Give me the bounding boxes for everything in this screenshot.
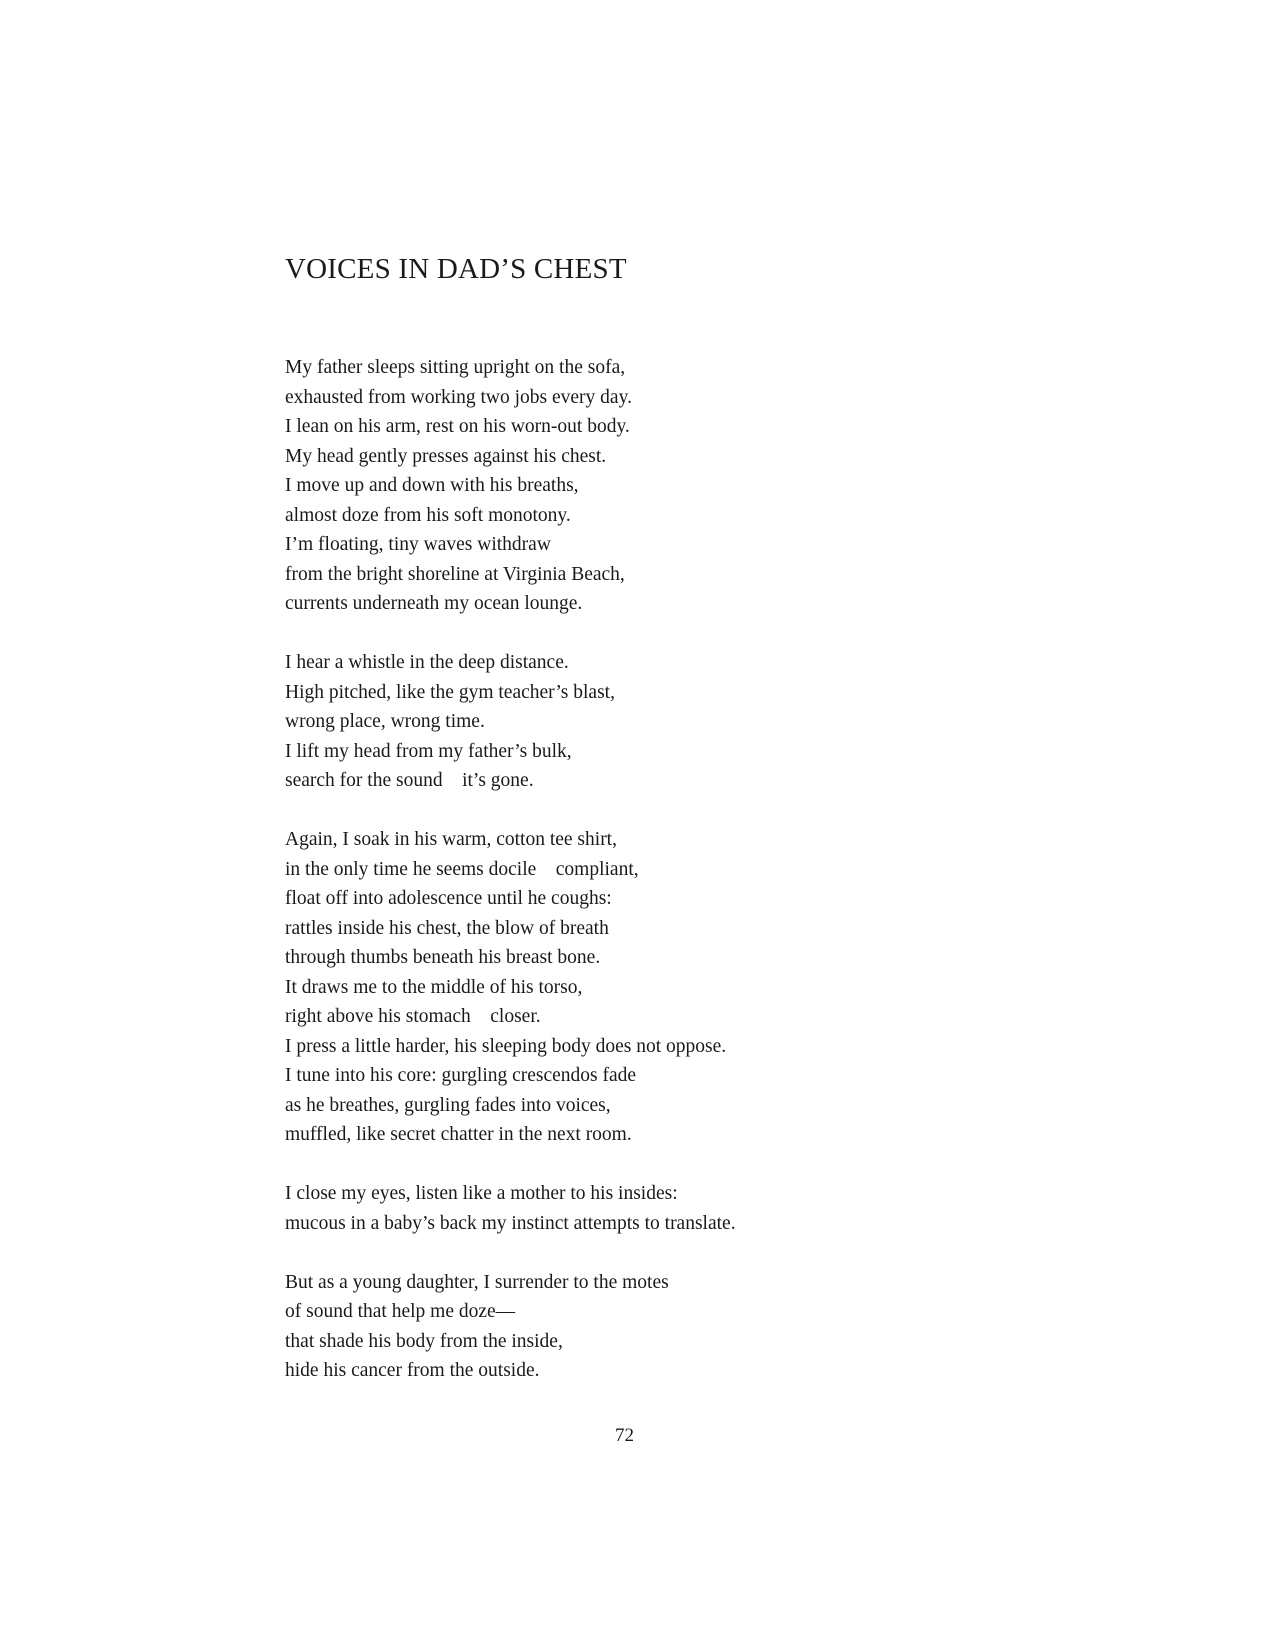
poem-line: almost doze from his soft monotony. — [285, 504, 571, 526]
page-number-text: 72 — [615, 1425, 634, 1446]
poem-line: mucous in a baby’s back my instinct attempts to translate. — [285, 1212, 736, 1234]
poem-body — [285, 353, 1085, 1415]
poem-line: I lift my head from my father’s bulk, — [285, 740, 572, 762]
poem-line: I lean on his arm, rest on his worn-out body. — [285, 416, 630, 437]
stanza — [285, 1179, 1085, 1238]
poem-line: currents underneath my ocean lounge. — [285, 593, 583, 614]
poem-line: My head gently presses against his chest. — [285, 445, 607, 467]
stanza — [285, 353, 1085, 619]
poem-line: I press a little harder, his sleeping body does not oppose. — [285, 1035, 727, 1057]
poem-line: muffled, like secret chatter in the next room. — [285, 1124, 632, 1145]
poem-line: But as a young daughter, I surrender to the motes — [285, 1271, 669, 1293]
poem-line: hide his cancer from the outside. — [285, 1360, 540, 1381]
poem-line: as he breathes, gurgling fades into voices, — [285, 1094, 611, 1116]
poem-line: Again, I soak in his warm, cotton tee shirt, — [285, 829, 617, 850]
poem-line: I close my eyes, listen like a mother to his insides: — [285, 1183, 678, 1204]
poem-line: through thumbs beneath his breast bone. — [285, 947, 601, 968]
poem-line: I tune into his core: gurgling crescendos fade — [285, 1065, 637, 1086]
poem-line: wrong place, wrong time. — [285, 711, 485, 732]
poem-line: from the bright shoreline at Virginia Beach, — [285, 563, 625, 585]
poem-line: High pitched, like the gym teacher’s blast, — [285, 681, 615, 703]
poem-line: search for the sound it’s gone. — [285, 770, 534, 791]
stanza — [285, 825, 1085, 1150]
poem-line: exhausted from working two jobs every day. — [285, 386, 632, 408]
poem-line: It draws me to the middle of his torso, — [285, 976, 583, 998]
poem-line: I’m floating, tiny waves withdraw — [285, 534, 551, 555]
poem-line: I move up and down with his breaths, — [285, 475, 579, 496]
poem-line: of sound that help me doze— — [285, 1301, 516, 1322]
stanza — [285, 648, 1085, 796]
poem-line: float off into adolescence until he coughs: — [285, 888, 612, 909]
page-number — [0, 1426, 1275, 1445]
poem-line: rattles inside his chest, the blow of breath — [285, 917, 609, 939]
poem-line: My father sleeps sitting upright on the sofa, — [285, 357, 626, 378]
poem-line: in the only time he seems docile compliant, — [285, 858, 639, 880]
poem-line: I hear a whistle in the deep distance. — [285, 652, 569, 673]
poem-line: that shade his body from the inside, — [285, 1330, 563, 1352]
stanza — [285, 1268, 1085, 1386]
poem-line: right above his stomach closer. — [285, 1006, 541, 1027]
poem-title: VOICES IN DAD’S CHEST — [285, 253, 627, 285]
